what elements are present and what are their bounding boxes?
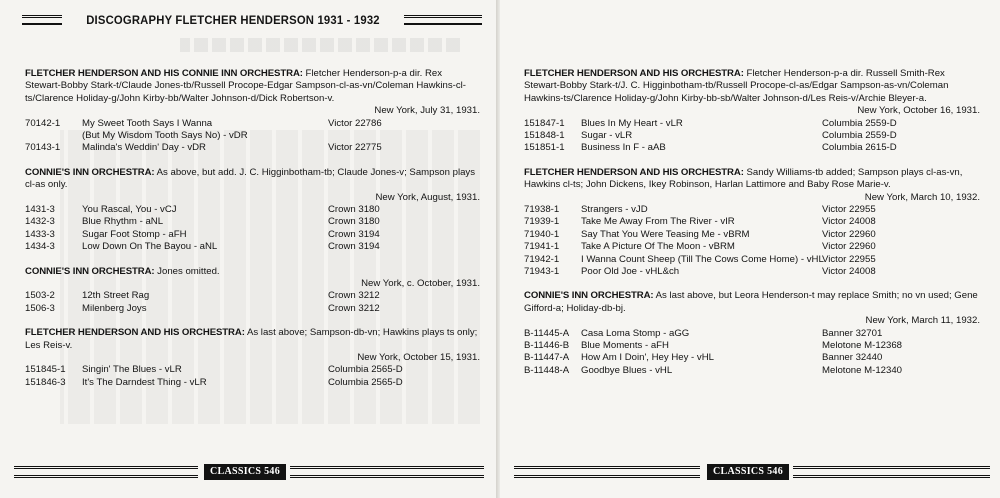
track-title: Say That You Were Teasing Me - vBRM [581,228,750,240]
record-label: Victor 24008 [822,216,876,228]
track-row [524,118,980,130]
track-title: Blue Moments - aFH [581,339,669,351]
record-label: Victor 22955 [822,204,876,216]
matrix-number: 1503-2 [25,290,55,302]
matrix-number: B-11448-A [524,364,570,376]
session-personnel [524,167,980,192]
personnel-list: Fletcher Henderson-p-a dir. Rex Stewart-Bobby Stark-t/Claude Jones-tb/Russell Procope-Edgar Sampson-cl-as-vn/Coleman Hawkins-cl-ts/Clarence Holiday-g/John Kirby-bb/Walter Johnson-d/Dick Robertson-v. [25,68,466,104]
track-row [25,290,480,302]
session-personnel [524,290,980,315]
track-title: You Rascal, You - vCJ [82,204,177,216]
recording-place-date: New York, July 31, 1931. [374,105,480,117]
track-row [524,340,980,352]
track-row [25,130,480,142]
personnel-list: As last above; Sampson-db-vn; Hawkins plays ts only; Les Reis-v. [25,327,478,351]
matrix-number: 71939-1 [524,216,560,228]
recording-place-date: New York, October 15, 1931. [357,351,480,363]
session-personnel [25,266,480,278]
band-name: CONNIE'S INN ORCHESTRA: [25,265,155,277]
catalog-badge: CLASSICS 546 [204,464,286,480]
track-row [25,118,480,130]
track-row [25,142,480,154]
matrix-number: 71942-1 [524,253,560,265]
matrix-number: 151846-3 [25,376,66,388]
record-label: Victor 22786 [328,117,382,129]
track-row [524,266,980,278]
page-title: DISCOGRAPHY FLETCHER HENDERSON 1931 - 1932 [86,13,380,27]
page-footer [514,464,990,480]
session-block [25,327,480,389]
recording-place-date: New York, c. October, 1931. [361,277,480,289]
bleed-through-heading [180,38,460,52]
track-title: 12th Street Rag [82,290,150,302]
session-block [524,68,980,155]
record-label: Columbia 2559-D [822,117,897,129]
track-title: How Am I Doin', Hey Hey - vHL [581,352,714,364]
track-title: Blue Rhythm - aNL [82,216,164,228]
track-title: My Sweet Tooth Says I Wanna [82,117,213,129]
track-title: Take A Picture Of The Moon - vBRM [581,241,735,253]
record-label: Crown 3180 [328,216,380,228]
band-name: FLETCHER HENDERSON AND HIS ORCHESTRA: [524,68,744,79]
track-title: Casa Loma Stomp - aGG [581,327,690,339]
matrix-number: 70142-1 [25,117,61,129]
footer-rule-right [290,466,484,478]
track-row [524,254,980,266]
session-block [25,167,480,254]
matrix-number: 1433-3 [25,228,55,240]
track-row [25,216,480,228]
page-footer [14,464,484,480]
track-row [524,142,980,154]
right-discography [524,68,980,389]
record-label: Victor 22775 [328,142,382,154]
track-title: Low Down On The Bayou - aNL [82,241,218,253]
matrix-number: B-11446-B [524,339,570,351]
track-row [524,204,980,216]
record-label: Victor 22960 [822,228,876,240]
track-row [524,352,980,364]
personnel-list: As last above, but Leora Henderson-t may replace Smith; no vn used; Gene Gifford-a; Holiday-db-bj. [524,290,978,314]
personnel-list: Sandy Williams-tb added; Sampson plays cl-as-vn, Hawkins cl-ts; John Dickens, Ikey Robinson, Harlan Lattimore and Baby Rose Marie-v. [524,166,963,191]
matrix-number: B-11445-A [524,327,570,339]
track-row [25,303,480,315]
matrix-number: 151851-1 [524,142,565,154]
record-label: Crown 3194 [328,228,380,240]
matrix-number: 151848-1 [524,130,565,142]
track-row [524,130,980,142]
record-label: Columbia 2559-D [822,130,897,142]
matrix-number: 71941-1 [524,241,560,253]
track-title: Take Me Away From The River - vIR [581,216,735,228]
record-label: Columbia 2565-D [328,364,403,376]
track-row [524,328,980,340]
track-row [524,365,980,377]
band-name: FLETCHER HENDERSON AND HIS ORCHESTRA: [524,166,744,178]
footer-rule-left [514,466,700,478]
track-row [524,241,980,253]
record-label: Victor 24008 [822,265,876,277]
record-label: Crown 3180 [328,204,380,216]
track-title: It's The Darndest Thing - vLR [82,376,207,388]
catalog-badge: CLASSICS 546 [707,464,789,480]
matrix-number: 1431-3 [25,204,55,216]
track-title: Milenberg Joys [82,302,147,314]
band-name: FLETCHER HENDERSON AND HIS CONNIE INN ORCHESTRA: [25,68,303,79]
right-page [500,0,1000,498]
page-header [22,12,482,28]
track-row [25,204,480,216]
session-block [25,68,480,155]
record-label: Victor 22960 [822,241,876,253]
record-label: Crown 3194 [328,241,380,253]
track-row [25,364,480,376]
matrix-number: 151847-1 [524,117,565,129]
track-title: Business In F - aAB [581,142,666,154]
session-personnel [524,68,980,105]
track-title: Poor Old Joe - vHL&ch [581,265,680,277]
track-title: Strangers - vJD [581,204,648,216]
record-label: Victor 22955 [822,253,876,265]
matrix-number: 151845-1 [25,364,66,376]
session-personnel [25,68,480,105]
matrix-number: B-11447-A [524,352,570,364]
left-page [0,0,496,498]
matrix-number: 71943-1 [524,265,560,277]
band-name: CONNIE'S INN ORCHESTRA: [25,166,155,178]
matrix-number: 1434-3 [25,241,55,253]
track-title: Singin' The Blues - vLR [82,364,182,376]
session-block [524,290,980,377]
footer-rule-left [14,466,198,478]
record-label: Melotone M-12340 [822,364,902,376]
footer-rule-right [793,466,990,478]
recording-place-date: New York, August, 1931. [375,191,480,203]
matrix-number: 71938-1 [524,204,560,216]
track-row [524,216,980,228]
session-personnel [25,167,480,192]
record-label: Columbia 2565-D [328,376,403,388]
track-row [25,229,480,241]
matrix-number: 1432-3 [25,216,55,228]
track-title: Goodbye Blues - vHL [581,364,673,376]
session-personnel [25,327,480,352]
recording-place-date: New York, March 10, 1932. [864,191,980,203]
session-block [524,167,980,279]
recording-place-date: New York, March 11, 1932. [865,315,980,327]
record-label: Melotone M-12368 [822,339,902,351]
left-discography [25,68,480,401]
record-label: Banner 32701 [822,327,883,339]
track-title: Sugar Foot Stomp - aFH [82,228,187,240]
recording-place-date: New York, October 16, 1931. [857,105,980,117]
track-row [25,241,480,253]
personnel-list: Fletcher Henderson-p-a dir. Russell Smith-Rex Stewart-Bobby Stark-t/J. C. Higginbotham-tb/Russell Procope-cl-as/Edgar Sampson-as-vn/Coleman Hawkins-ts/Clarence Holiday-g/John Kirby-bb-sb/Walter Johnson-d/Les Reis-v/Archie Bleyer-a. [524,68,949,104]
personnel-list: Jones omitted. [154,265,220,277]
personnel-list: As above, but add. J. C. Higginbotham-tb; Claude Jones-v; Sampson plays cl-as only. [25,166,476,191]
record-label: Columbia 2615-D [822,142,897,154]
matrix-number: 1506-3 [25,302,55,314]
track-title: I Wanna Count Sheep (Till The Cows Come Home) - vHL [581,253,824,265]
matrix-number: 71940-1 [524,228,560,240]
record-label: Banner 32440 [822,352,883,364]
session-block [25,266,480,316]
track-title: Malinda's Weddin' Day - vDR [82,142,206,154]
record-label: Crown 3212 [328,290,380,302]
track-row [524,229,980,241]
matrix-number: 70143-1 [25,142,61,154]
track-title: Blues In My Heart - vLR [581,117,683,129]
track-row [25,377,480,389]
header-rule-right [404,15,482,25]
record-label: Crown 3212 [328,302,380,314]
band-name: FLETCHER HENDERSON AND HIS ORCHESTRA: [25,327,245,339]
header-rule-left [22,15,62,25]
track-title: (But My Wisdom Tooth Says No) - vDR [82,130,248,142]
track-title: Sugar - vLR [581,130,633,142]
band-name: CONNIE'S INN ORCHESTRA: [524,290,654,302]
